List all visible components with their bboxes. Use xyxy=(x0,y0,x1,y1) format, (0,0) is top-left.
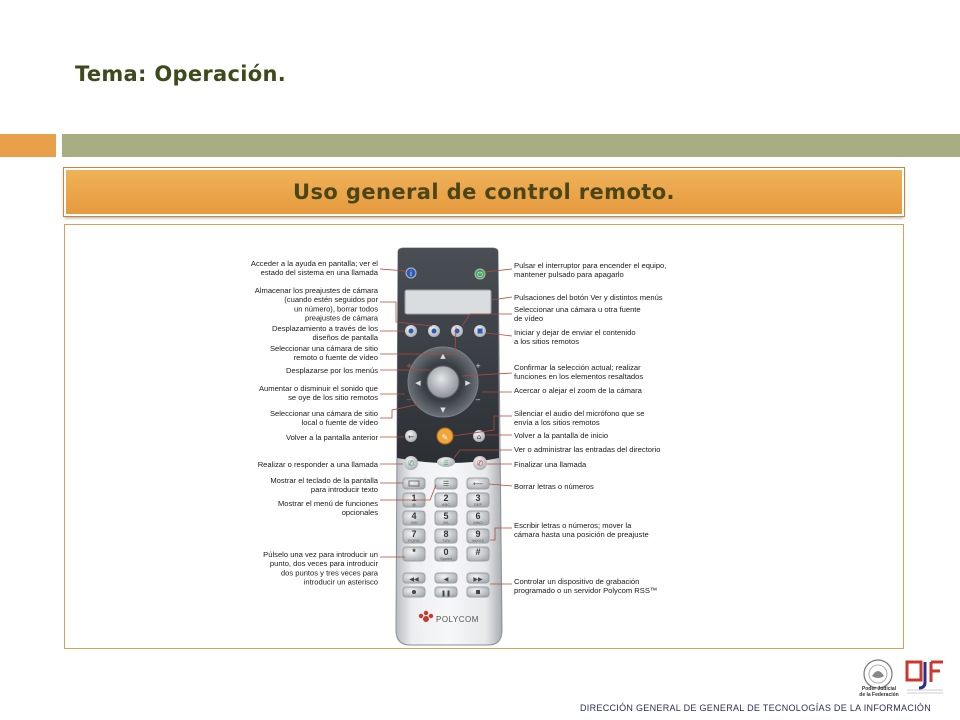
stop-icon xyxy=(476,590,480,594)
zoom-in-icon: + xyxy=(475,362,481,370)
pause-icon: ❚❚ xyxy=(440,590,452,597)
keypad-key-digit: # xyxy=(475,547,481,557)
callout-label: funciones en los elementos resaltados xyxy=(514,372,644,382)
callout-label: Desplazarse por los menús xyxy=(285,366,378,375)
callout-label: Silenciar el audio del micrófono que se xyxy=(514,409,645,418)
callout-label: Iniciar y dejar de enviar el contenido xyxy=(514,328,636,337)
keypad-key-letters: JKL xyxy=(442,520,450,525)
brand-text: POLYCOM xyxy=(436,615,479,624)
layout-icon xyxy=(409,329,414,334)
callout-label: Acceder a la ayuda en pantalla; ver el xyxy=(250,259,378,268)
callout-label: diseños de pantalla xyxy=(312,333,378,343)
callout-label: envía a los sitios remotos xyxy=(514,418,600,428)
callout-label: un número), borrar todos xyxy=(294,304,378,314)
callout-label: preajustes de cámara xyxy=(304,313,378,323)
delete-icon: ⟵ xyxy=(472,480,484,488)
content-icon xyxy=(478,329,483,334)
keypad-key-digit: 3 xyxy=(475,493,481,503)
play-back-icon: ◀ xyxy=(443,576,449,583)
record-icon xyxy=(412,590,416,594)
keypad-key-letters: DEF xyxy=(474,502,482,507)
callout-label: se oye de los sitio remotos xyxy=(288,393,378,403)
callout-label: Finalizar una llamada xyxy=(514,460,587,469)
nav-down-icon: ▼ xyxy=(440,406,446,414)
keypad-key-digit: 8 xyxy=(443,529,449,539)
keypad-key-letters: PQRS xyxy=(408,538,420,543)
nav-left-icon: ◀ xyxy=(415,379,421,387)
callout-label: Seleccionar una cámara de sitio xyxy=(269,409,378,418)
volume-down-icon: − xyxy=(406,396,412,404)
callout-label: Volver a la pantalla de inicio xyxy=(514,431,609,440)
callout-label: dos puntos y tres veces para xyxy=(280,568,378,578)
callout-label: Púlselo una vez para introducir un xyxy=(263,550,378,559)
banner-title: Uso general de control remoto. xyxy=(293,180,675,204)
nav-up-icon: ▲ xyxy=(440,352,446,360)
labels-right xyxy=(514,261,666,595)
keypad-key-letters: TUV xyxy=(442,538,450,543)
keypad-key-digit: 7 xyxy=(411,529,417,539)
callout-label: punto, dos veces para introducir xyxy=(269,559,378,569)
callout-label: Ver o administrar las entradas del directorio xyxy=(514,445,661,454)
callout-label: Seleccionar una cámara u otra fuente xyxy=(514,305,641,314)
call-icon: ✆ xyxy=(407,459,415,468)
remote-display xyxy=(405,290,491,314)
keypad-key-digit: 1 xyxy=(411,493,417,503)
callout-label: opcionales xyxy=(341,508,378,518)
slide-title: Tema: Operación. xyxy=(75,62,286,86)
callout-label: Volver a la pantalla anterior xyxy=(285,433,378,442)
callout-label: (cuando estén seguidos por xyxy=(284,295,378,305)
nav-right-icon: ▶ xyxy=(465,379,471,387)
keypad-key-letters: WXYZ xyxy=(472,538,484,543)
keypad-key-digit: 4 xyxy=(411,511,417,521)
callout-label: Aumentar o disminuir el sonido que xyxy=(258,384,378,393)
cjf-logo xyxy=(903,656,947,696)
callout-label: introducir un asterisco xyxy=(303,577,378,587)
callout-label: para introducir texto xyxy=(310,485,378,495)
keypad-key-letters: @ xyxy=(411,502,417,507)
callout-label: de vídeo xyxy=(514,314,544,324)
ok-button[interactable] xyxy=(427,366,459,398)
callout-label: programado o un servidor Polycom RSS™ xyxy=(514,586,658,596)
callout-label: remoto o fuente de vídeo xyxy=(293,353,378,363)
callout-label: Pulsaciones del botón Ver y distintos menús xyxy=(514,293,663,302)
keypad-key-letters: Speed xyxy=(440,556,452,561)
callout-label: Controlar un dispositivo de grabación xyxy=(514,577,640,586)
labels-left xyxy=(251,259,379,587)
callout-label: Realizar o responder a una llamada xyxy=(257,460,378,469)
callout-label: Mostrar el teclado de la pantalla xyxy=(270,476,378,485)
logo-line-1: Poder Judicial xyxy=(861,686,897,692)
home-icon: ⌂ xyxy=(476,433,482,441)
help-icon: i xyxy=(410,270,412,278)
back-icon: ← xyxy=(408,433,414,441)
callout-label: local o fuente de vídeo xyxy=(301,418,378,428)
keyboard-button[interactable] xyxy=(403,478,425,489)
keypad-key-digit: 2 xyxy=(443,493,449,503)
callout-label: Seleccionar una cámara de sitio xyxy=(269,344,378,353)
callout-label: cámara hasta una posición de preajuste xyxy=(514,530,649,540)
callout-label: mantener pulsado para apagarlo xyxy=(514,270,624,280)
logo-line-2: de la Federación xyxy=(859,692,899,698)
keypad-key-letters: ABC xyxy=(441,502,451,507)
hangup-icon: ✆ xyxy=(476,459,484,468)
callout-label: Confirmar la selección actual; realizar xyxy=(514,363,641,372)
keypad-key-digit: 6 xyxy=(475,511,481,521)
callout-label: Desplazamiento a través de los xyxy=(272,324,378,333)
keypad-key-letters: MNO xyxy=(473,520,483,525)
footer-text: DIRECCIÓN GENERAL DE GENERAL DE TECNOLOGÍAS DE LA INFORMACIÓN xyxy=(580,703,932,713)
keypad-key-digit: 9 xyxy=(475,529,481,539)
keypad-key-letters: GHI xyxy=(410,520,418,525)
callout-label: Almacenar los preajustes de cámara xyxy=(254,286,378,295)
callout-label: Acercar o alejar el zoom de la cámara xyxy=(514,386,642,395)
callout-label: Pulsar el interruptor para encender el equipo, xyxy=(514,261,667,270)
callout-label: Escribir letras o números; mover la xyxy=(514,521,632,530)
mute-icon: ✎ xyxy=(441,433,449,442)
keypad-key-digit: 0 xyxy=(443,547,449,557)
preset-icon xyxy=(432,329,437,334)
menu-icon: ☰ xyxy=(442,480,450,488)
keypad-key-digit: * xyxy=(412,547,416,557)
callout-label: a los sitios remotos xyxy=(514,337,579,347)
zoom-out-icon: − xyxy=(475,396,481,404)
volume-up-icon: + xyxy=(406,362,412,370)
callout-label: Borrar letras o números xyxy=(514,482,594,491)
power-icon: ⏻ xyxy=(477,271,483,279)
poder-judicial-text xyxy=(852,686,906,698)
callout-label: estado del sistema en una llamada xyxy=(260,268,378,278)
keypad-key-digit: 5 xyxy=(443,511,449,521)
callout-label: Mostrar el menú de funciones xyxy=(277,499,378,508)
directory-icon: ☰ xyxy=(443,460,449,467)
camera-icon xyxy=(455,329,460,334)
fast-forward-icon: ▶▶ xyxy=(473,576,483,583)
rewind-icon: ◀◀ xyxy=(409,576,419,583)
